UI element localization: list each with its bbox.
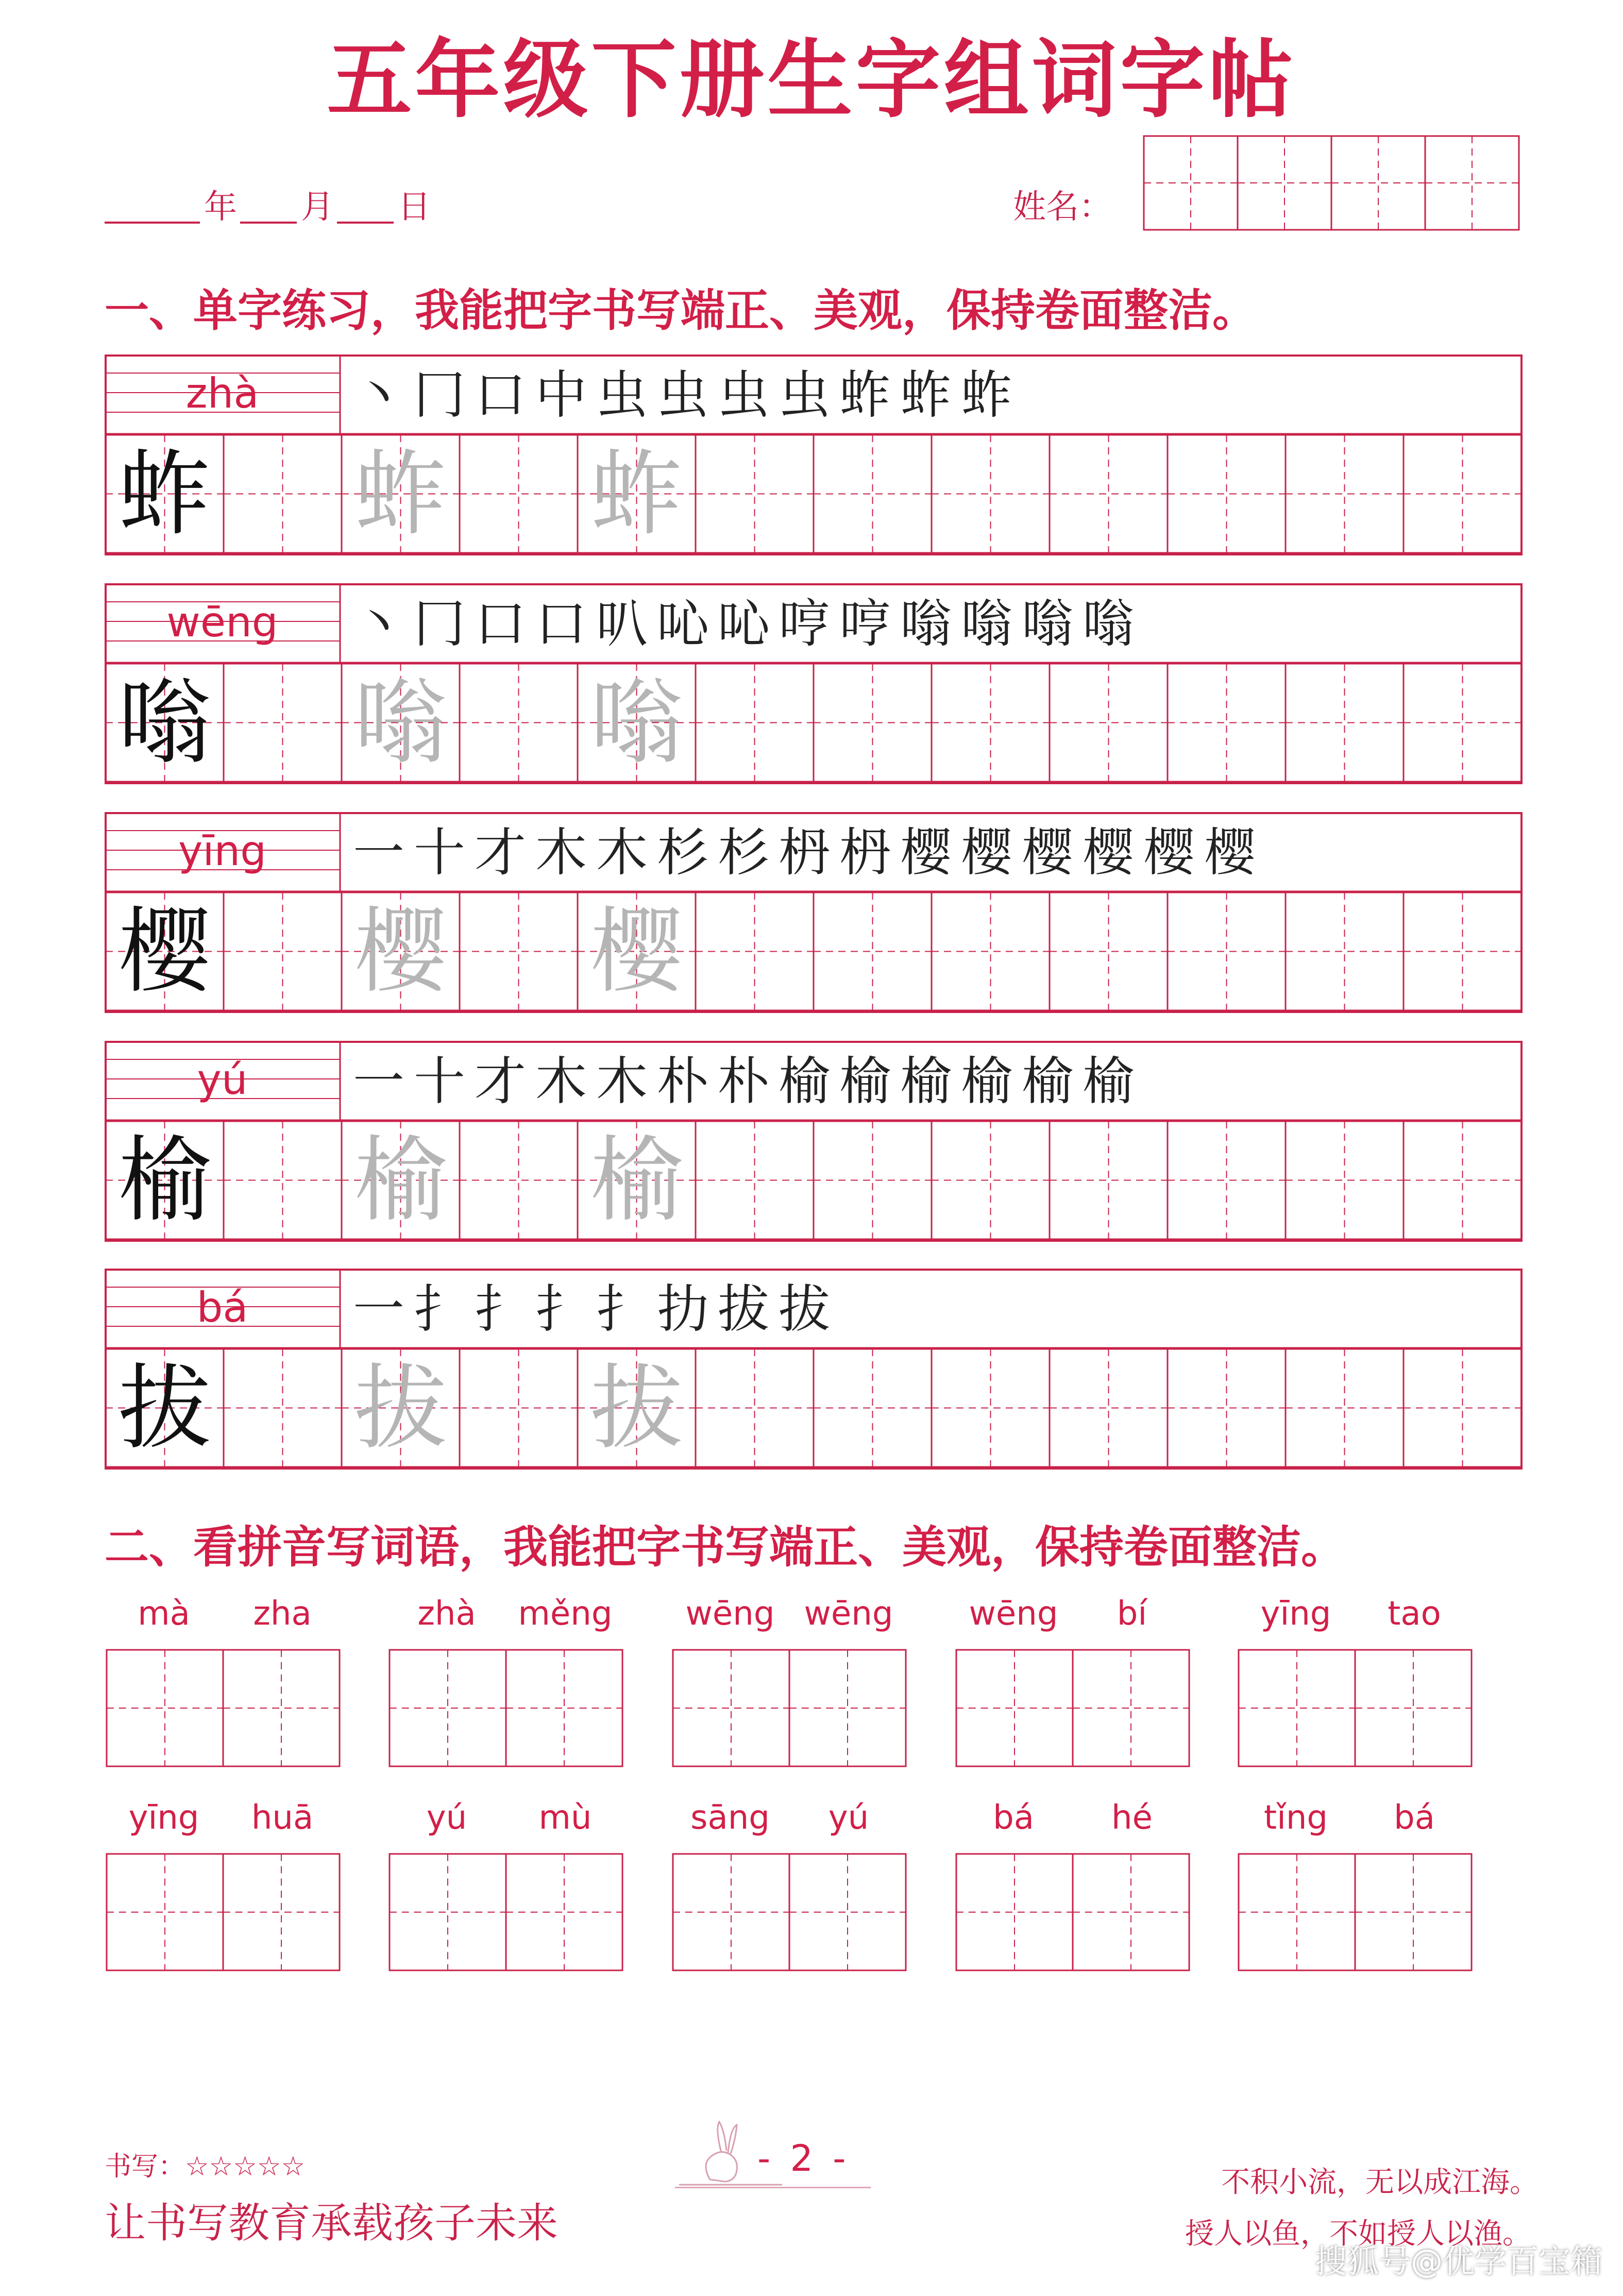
word-pinyin: mà [138, 1595, 190, 1633]
stroke-step: 榆 [1022, 1051, 1073, 1111]
word-pinyin: sāng [690, 1799, 770, 1837]
day-blank[interactable] [337, 222, 394, 224]
char-row-1 [105, 354, 1523, 555]
stroke-step: 冂 [414, 365, 465, 425]
stroke-step: 樱 [1204, 822, 1256, 883]
word-pinyin: wēng [969, 1595, 1058, 1633]
stroke-step: 丶 [353, 594, 404, 654]
stroke-step: 木 [596, 1051, 648, 1111]
word-pinyin: zha [253, 1595, 312, 1633]
stroke-step: 杉 [718, 822, 769, 883]
stroke-step: 朴 [718, 1051, 769, 1111]
stroke-step: 哼 [839, 594, 891, 654]
stroke-step: 榆 [839, 1051, 891, 1111]
stroke-step: 枬 [779, 822, 830, 883]
model-char: 拔 [118, 1355, 211, 1462]
stroke-order-sequence [350, 586, 1137, 661]
trace-char: 樱 [590, 898, 683, 1006]
stroke-step: 才 [475, 822, 526, 883]
section2-heading: 二、看拼音写词语，我能把字书写端正、美观，保持卷面整洁。 [105, 1522, 1345, 1573]
word-writing-boxes[interactable] [1237, 1853, 1474, 1971]
stroke-step: 口 [475, 594, 526, 654]
word-writing-boxes[interactable] [671, 1649, 908, 1767]
stroke-step: 虫 [779, 365, 830, 425]
stroke-step: 十 [414, 822, 465, 883]
stroke-step: 榆 [961, 1051, 1012, 1111]
stroke-step: 木 [535, 1051, 587, 1111]
stroke-step: 樱 [900, 822, 952, 883]
stroke-step: 拔 [779, 1279, 830, 1339]
word-writing-boxes[interactable] [387, 1853, 624, 1971]
trace-char: 嗡 [354, 669, 447, 777]
stroke-order-sequence [350, 1272, 833, 1346]
month-label: 月 [301, 188, 334, 226]
word-writing-boxes[interactable] [105, 1649, 342, 1767]
word-pinyin: tǐng [1263, 1799, 1328, 1837]
word-pinyin: bá [993, 1799, 1034, 1837]
stroke-order-sequence [350, 358, 1015, 432]
trace-char: 榆 [590, 1127, 683, 1235]
word-writing-boxes[interactable] [671, 1853, 908, 1971]
day-label: 日 [398, 188, 431, 226]
stroke-step: 扌 [596, 1279, 648, 1339]
stroke-step: 榆 [779, 1051, 830, 1111]
word-pinyin: měng [518, 1595, 613, 1633]
page-number: - 2 - [757, 2137, 850, 2180]
quote-line-1: 不积小流，无以成江海。 [1221, 2166, 1539, 2199]
stroke-step: 木 [596, 822, 648, 883]
stroke-step: 嗡 [961, 594, 1012, 654]
char-row-2 [105, 583, 1523, 784]
stroke-step: 樱 [1022, 822, 1073, 883]
char-row-5 [105, 1269, 1523, 1470]
char-pinyin: yú [197, 1056, 248, 1104]
model-char: 榆 [118, 1127, 211, 1235]
stroke-step: 哼 [779, 594, 830, 654]
model-char: 嗡 [118, 669, 211, 777]
stroke-order-sequence [350, 1044, 1137, 1119]
section1-heading: 一、单字练习，我能把字书写端正、美观，保持卷面整洁。 [105, 285, 1257, 336]
word-pinyin: bá [1394, 1799, 1435, 1837]
stroke-step: 嗡 [900, 594, 952, 654]
stroke-step: 虫 [718, 365, 769, 425]
char-pinyin: yīng [178, 827, 267, 875]
stroke-step: 扌 [535, 1279, 587, 1339]
stroke-step: 才 [475, 1051, 526, 1111]
stroke-step: 十 [414, 1051, 465, 1111]
trace-char: 蚱 [590, 441, 683, 548]
word-writing-boxes[interactable] [387, 1649, 624, 1767]
stroke-step: 樱 [961, 822, 1012, 883]
stroke-step: 嗡 [1022, 594, 1073, 654]
stroke-order-sequence [350, 815, 1258, 890]
stroke-step: 一 [353, 822, 404, 883]
stroke-step: 扌 [475, 1279, 526, 1339]
word-pinyin: zhà [417, 1595, 476, 1633]
stroke-step: 扐 [657, 1279, 708, 1339]
stroke-step: 丶 [353, 365, 404, 425]
stroke-step: 叭 [596, 594, 648, 654]
trace-char: 嗡 [590, 669, 683, 777]
stroke-step: 扌 [414, 1279, 465, 1339]
stroke-step: 朴 [657, 1051, 708, 1111]
stroke-step: 杉 [657, 822, 708, 883]
char-row-3 [105, 812, 1523, 1013]
trace-char: 樱 [354, 898, 447, 1006]
word-writing-boxes[interactable] [954, 1649, 1191, 1767]
stroke-step: 榆 [1083, 1051, 1134, 1111]
word-pinyin: yú [426, 1799, 467, 1837]
rating-label: 书写：☆☆☆☆☆ [105, 2151, 306, 2182]
page-number-rule [675, 2187, 871, 2188]
word-pinyin: tao [1388, 1595, 1441, 1633]
stroke-step: 樱 [1083, 822, 1134, 883]
trace-char: 拔 [354, 1355, 447, 1462]
char-pinyin: wēng [166, 598, 278, 646]
word-pinyin: yú [828, 1799, 869, 1837]
stroke-step: 一 [353, 1051, 404, 1111]
name-label: 姓名： [1013, 188, 1112, 226]
slogan: 让书写教育承载孩子未来 [105, 2199, 558, 2247]
word-writing-boxes[interactable] [954, 1853, 1191, 1971]
stroke-step: 中 [535, 365, 587, 425]
stroke-step: 冂 [414, 594, 465, 654]
name-writing-boxes[interactable] [1143, 135, 1520, 231]
model-char: 樱 [118, 898, 211, 1006]
word-pinyin: yīng [128, 1799, 199, 1837]
stroke-step: 口 [475, 365, 526, 425]
model-char: 蚱 [118, 441, 211, 548]
stroke-step: 口 [535, 594, 587, 654]
word-pinyin: wēng [685, 1595, 775, 1633]
stroke-step: 枬 [839, 822, 891, 883]
stroke-step: 木 [535, 822, 587, 883]
word-pinyin: bí [1117, 1595, 1147, 1633]
char-pinyin: zhà [185, 369, 259, 417]
stroke-step: 嗡 [1083, 594, 1134, 654]
month-blank[interactable] [240, 222, 297, 224]
stroke-step: 一 [353, 1279, 404, 1339]
word-pinyin: hé [1111, 1799, 1153, 1837]
word-pinyin: huā [251, 1799, 314, 1837]
word-pinyin: yīng [1260, 1595, 1331, 1633]
year-blank[interactable] [105, 222, 200, 224]
page-title: 五年级下册生字组词字帖 [327, 30, 1296, 129]
stroke-step: 樱 [1143, 822, 1195, 883]
stroke-step: 蚱 [839, 365, 891, 425]
stroke-step: 蚱 [900, 365, 952, 425]
word-pinyin: mù [538, 1799, 592, 1837]
word-writing-boxes[interactable] [105, 1853, 342, 1971]
trace-char: 蚱 [354, 441, 447, 548]
stroke-step: 吣 [718, 594, 769, 654]
stroke-step: 虫 [596, 365, 648, 425]
stroke-step: 榆 [900, 1051, 952, 1111]
char-pinyin: bá [196, 1284, 248, 1331]
stroke-step: 虫 [657, 365, 708, 425]
trace-char: 榆 [354, 1127, 447, 1235]
char-row-4 [105, 1041, 1523, 1242]
watermark: 搜狐号@优学百宝箱 [1314, 2242, 1602, 2280]
word-writing-boxes[interactable] [1237, 1649, 1474, 1767]
quote-line-2: 授人以鱼，不如授人以渔。 [1185, 2217, 1531, 2251]
trace-char: 拔 [590, 1355, 683, 1462]
year-label: 年 [204, 188, 237, 226]
stroke-step: 蚱 [961, 365, 1012, 425]
stroke-step: 拔 [718, 1279, 769, 1339]
stroke-step: 吣 [657, 594, 708, 654]
word-pinyin: wēng [804, 1595, 893, 1633]
